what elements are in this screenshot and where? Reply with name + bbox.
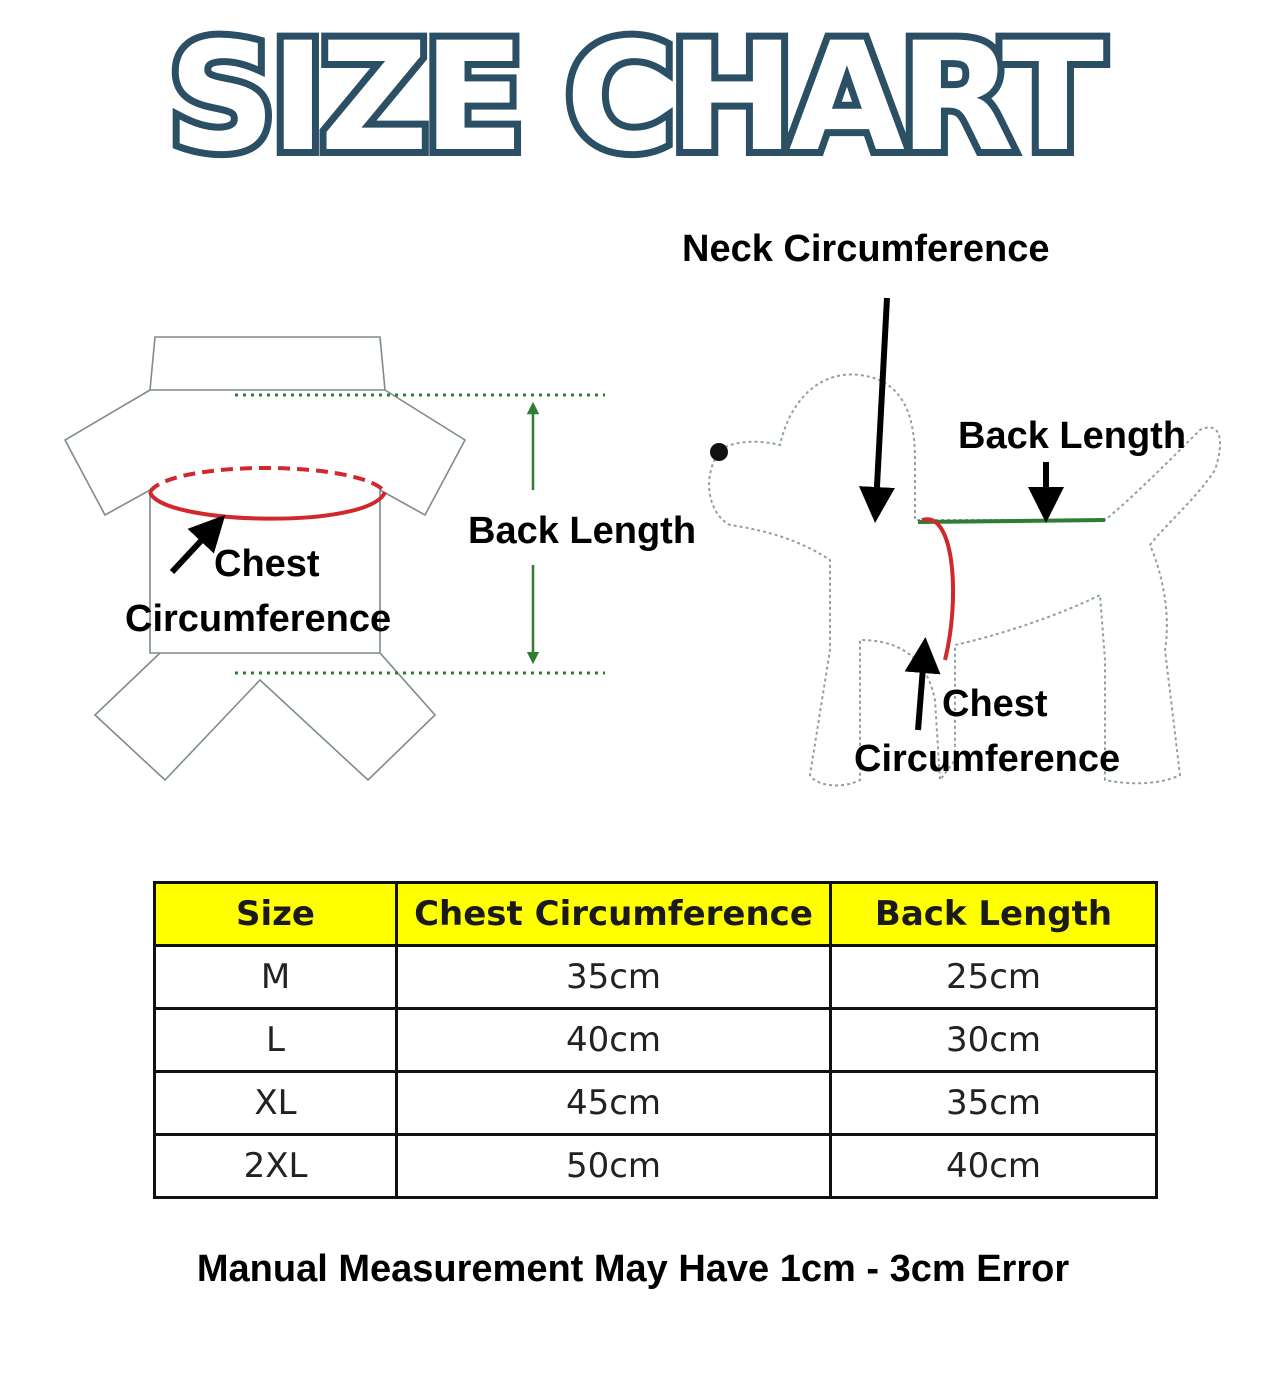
back-length-label-right: Back Length	[958, 415, 1187, 457]
table-header-row	[155, 883, 1157, 946]
measurement-note: Manual Measurement May Have 1cm - 3cm Error	[196, 1248, 1070, 1290]
chest-label-left-line2: Circumference	[125, 598, 392, 640]
neck-circumference-label: Neck Circumference	[682, 228, 1050, 270]
table-row	[155, 946, 1157, 1009]
table-row	[155, 1072, 1157, 1135]
dog-nose	[710, 443, 728, 461]
chest-cell: 40cm	[397, 1009, 831, 1072]
back-length-cell: 30cm	[831, 1009, 1157, 1072]
page-title: SIZE CHART	[167, 11, 1099, 185]
size-cell: XL	[155, 1072, 397, 1135]
chest-cell: 35cm	[397, 946, 831, 1009]
chest-label-right-line1: Chest	[942, 683, 1048, 725]
size-table	[153, 881, 1158, 1199]
header-size: Size	[155, 883, 397, 946]
back-length-cell: 25cm	[831, 946, 1157, 1009]
chest-cell: 50cm	[397, 1135, 831, 1198]
chest-label-right-line2: Circumference	[854, 738, 1121, 780]
dog-back-length-line	[918, 520, 1105, 522]
back-length-cell: 35cm	[831, 1072, 1157, 1135]
size-cell: M	[155, 946, 397, 1009]
chest-ellipse-back	[150, 468, 385, 492]
header-chest: Chest Circumference	[397, 883, 831, 946]
header-back-length: Back Length	[831, 883, 1157, 946]
chest-cell: 45cm	[397, 1072, 831, 1135]
back-length-label-left: Back Length	[468, 510, 697, 552]
table-row	[155, 1009, 1157, 1072]
back-length-cell: 40cm	[831, 1135, 1157, 1198]
chest-ellipse-front	[150, 492, 385, 519]
chest-arrow-right	[918, 655, 924, 730]
size-cell: L	[155, 1009, 397, 1072]
neck-arrow	[876, 298, 887, 505]
table-row	[155, 1135, 1157, 1198]
size-cell: 2XL	[155, 1135, 397, 1198]
dog-chest-line	[922, 519, 953, 660]
chest-arrow-left	[172, 528, 213, 572]
chest-label-left-line1: Chest	[214, 543, 320, 585]
